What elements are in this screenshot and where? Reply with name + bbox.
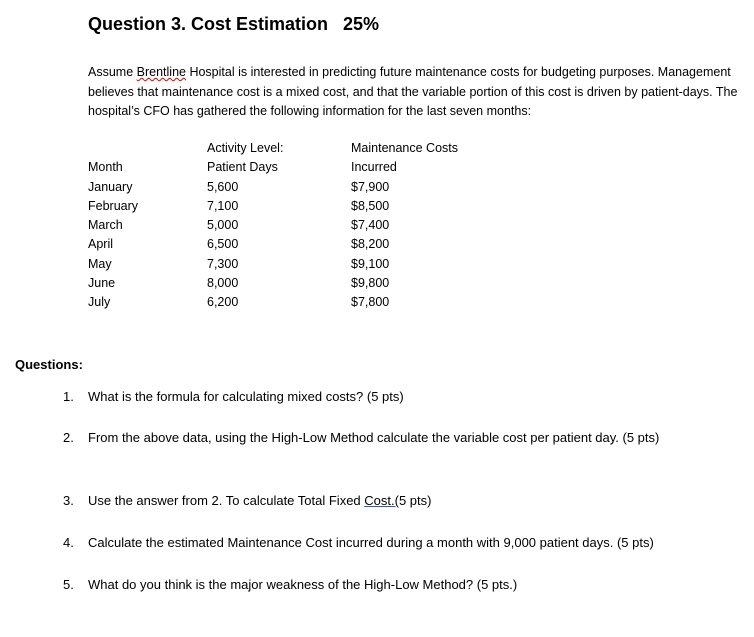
table-row [88, 274, 458, 293]
question-item [63, 427, 743, 448]
table-cell: $7,800 [351, 295, 390, 310]
question-number: 4. [63, 535, 74, 550]
table-cell: February [88, 198, 139, 213]
question-text-part: 5 pts) [398, 493, 432, 508]
table-cell: 5,600 [207, 179, 239, 194]
table-cell: Maintenance Costs [351, 141, 459, 155]
table-cell: 6,500 [207, 237, 239, 252]
questions-heading: Questions: [15, 357, 83, 372]
table-cell: $7,400 [351, 218, 390, 233]
data-table [88, 139, 458, 313]
table-cell: Patient Days [207, 160, 278, 175]
question-item [63, 386, 743, 407]
table-cell: $7,900 [351, 179, 390, 194]
table-cell: Activity Level: [207, 141, 284, 155]
intro-text: Hospital is interested in predicting future maintenance costs for budgeting purposes. Management believes that maintenance cost is a mixed cost, and that the variable portion of this cost is driven by patient-days. The hospital’s CFO has gathered the following information for the last seven months: [88, 65, 738, 118]
table-cell: Month [88, 160, 123, 175]
table-cell: Incurred [351, 160, 397, 175]
table-cell: 5,000 [207, 218, 239, 233]
table-cell: 7,300 [207, 256, 239, 271]
table-row [88, 216, 458, 235]
table-cell: $9,800 [351, 276, 390, 291]
intro-paragraph [88, 63, 748, 122]
question-text-part: Use the answer from 2. To calculate Total Fixed [88, 493, 365, 508]
intro-text: Assume [88, 65, 137, 79]
question-number: 2. [63, 430, 74, 445]
question-item [63, 490, 743, 511]
table-cell: April [88, 237, 114, 252]
question-number: 3. [63, 493, 74, 508]
table-header-row [88, 158, 458, 177]
table-cell [88, 139, 207, 158]
table-cell: June [88, 276, 116, 291]
table-cell: January [88, 179, 133, 194]
table-cell: 6,200 [207, 295, 239, 310]
table-cell: $9,100 [351, 256, 390, 271]
table-cell: 7,100 [207, 198, 239, 213]
table-header-row [88, 139, 458, 158]
question-number: 1. [63, 389, 74, 404]
table-cell: March [88, 218, 123, 233]
table-row [88, 255, 458, 274]
question-text: From the above data, using the High-Low Method calculate the variable cost per patient day. (5 pts) [88, 430, 660, 445]
question-text [88, 490, 431, 511]
table-row [88, 197, 458, 216]
table-row [88, 178, 458, 197]
table-cell: $8,200 [351, 237, 390, 252]
grammar-flagged-text[interactable]: Cost.( [364, 493, 399, 508]
table-cell: July [88, 295, 111, 310]
table-cell: May [88, 256, 112, 271]
question-item [63, 532, 743, 553]
table-cell: 8,000 [207, 276, 239, 291]
question-number: 5. [63, 577, 74, 592]
question-item [63, 574, 743, 595]
page-title: Question 3. Cost Estimation 25% [88, 14, 380, 34]
question-text: What is the formula for calculating mixed costs? (5 pts) [88, 389, 404, 404]
table-row [88, 235, 458, 254]
question-text: What do you think is the major weakness of the High-Low Method? (5 pts.) [88, 577, 518, 592]
question-text: Calculate the estimated Maintenance Cost incurred during a month with 9,000 patient days. (5 pts) [88, 535, 654, 550]
table-cell: $8,500 [351, 198, 390, 213]
misspelled-word[interactable]: Brentline [136, 65, 186, 79]
table-row [88, 293, 458, 312]
